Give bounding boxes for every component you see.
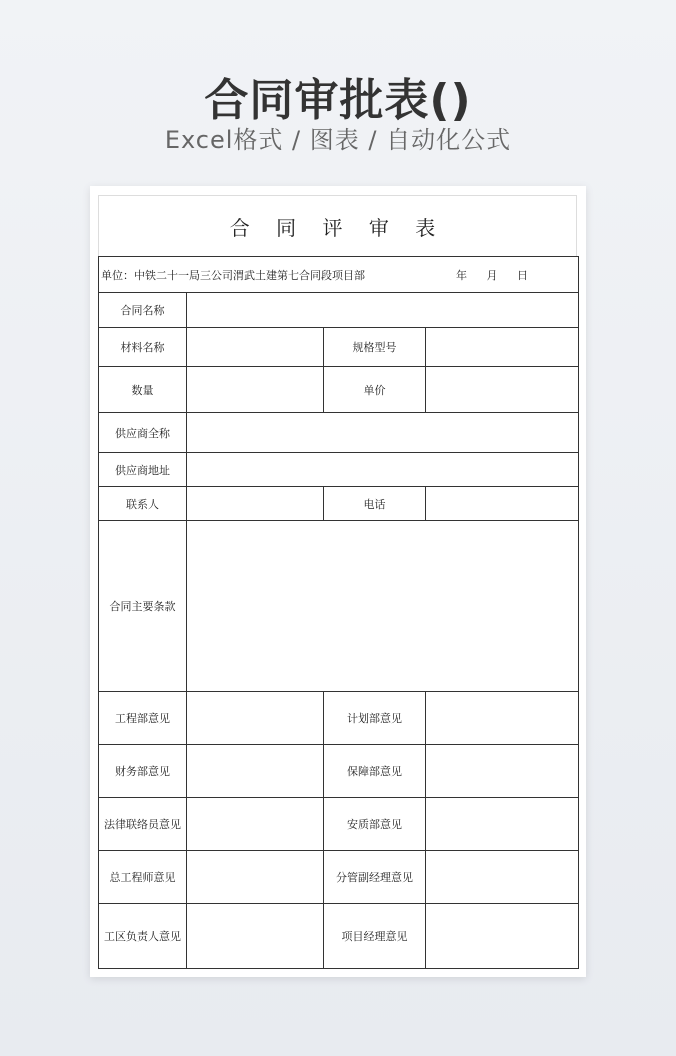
material-name-cell[interactable] [187,328,324,367]
page-subtitle: Excel格式 / 图表 / 自动化公式 [164,126,512,154]
supplier-address-cell[interactable] [187,453,579,487]
legal-liaison-opinion-label: 法律联络员意见 [99,798,187,851]
material-row [99,328,579,367]
contract-name-label: 合同名称 [99,293,187,328]
date-month: 月 [486,268,498,282]
contact-person-label: 联系人 [99,487,187,521]
finance-opinion-label: 财务部意见 [99,745,187,798]
opinion-row-5 [99,904,579,969]
project-manager-opinion-label: 项目经理意见 [324,904,426,969]
unit-price-cell[interactable] [426,367,579,413]
date-year: 年 [456,268,467,282]
review-form-table [98,256,579,969]
date-field [456,267,578,283]
support-opinion-cell[interactable] [426,745,579,798]
quantity-label: 数量 [99,367,187,413]
engineering-opinion-label: 工程部意见 [99,692,187,745]
unit-line: 单位：中铁二十一局三公司渭武土建第七合同段项目部 [101,268,365,282]
chief-engineer-opinion-label: 总工程师意见 [99,851,187,904]
phone-label: 电话 [324,487,426,521]
contract-name-row [99,293,579,328]
chief-engineer-opinion-cell[interactable] [187,851,324,904]
safety-quality-opinion-label: 安质部意见 [324,798,426,851]
contract-name-cell[interactable] [187,293,579,328]
page-title: 合同审批表() [204,75,472,126]
spec-model-cell[interactable] [426,328,579,367]
unit-row [99,257,579,293]
opinion-row-3 [99,798,579,851]
deputy-manager-opinion-cell[interactable] [426,851,579,904]
form-title: 合 同 评 审 表 [98,195,577,256]
main-terms-row [99,521,579,692]
project-manager-opinion-cell[interactable] [426,904,579,969]
safety-quality-opinion-cell[interactable] [426,798,579,851]
work-area-head-opinion-cell[interactable] [187,904,324,969]
planning-opinion-cell[interactable] [426,692,579,745]
contact-row [99,487,579,521]
contact-person-cell[interactable] [187,487,324,521]
finance-opinion-cell[interactable] [187,745,324,798]
main-terms-label: 合同主要条款 [99,521,187,692]
material-name-label: 材料名称 [99,328,187,367]
work-area-head-opinion-label: 工区负责人意见 [99,904,187,969]
date-day: 日 [517,268,528,282]
support-opinion-label: 保障部意见 [324,745,426,798]
supplier-name-row [99,413,579,453]
legal-liaison-opinion-cell[interactable] [187,798,324,851]
spec-model-label: 规格型号 [324,328,426,367]
main-terms-cell[interactable] [187,521,579,692]
planning-opinion-label: 计划部意见 [324,692,426,745]
quantity-row [99,367,579,413]
opinion-row-4 [99,851,579,904]
opinion-row-1 [99,692,579,745]
supplier-address-row [99,453,579,487]
supplier-address-label: 供应商地址 [99,453,187,487]
quantity-cell[interactable] [187,367,324,413]
phone-cell[interactable] [426,487,579,521]
opinion-row-2 [99,745,579,798]
supplier-full-name-cell[interactable] [187,413,579,453]
unit-price-label: 单价 [324,367,426,413]
engineering-opinion-cell[interactable] [187,692,324,745]
supplier-full-name-label: 供应商全称 [99,413,187,453]
deputy-manager-opinion-label: 分管副经理意见 [324,851,426,904]
